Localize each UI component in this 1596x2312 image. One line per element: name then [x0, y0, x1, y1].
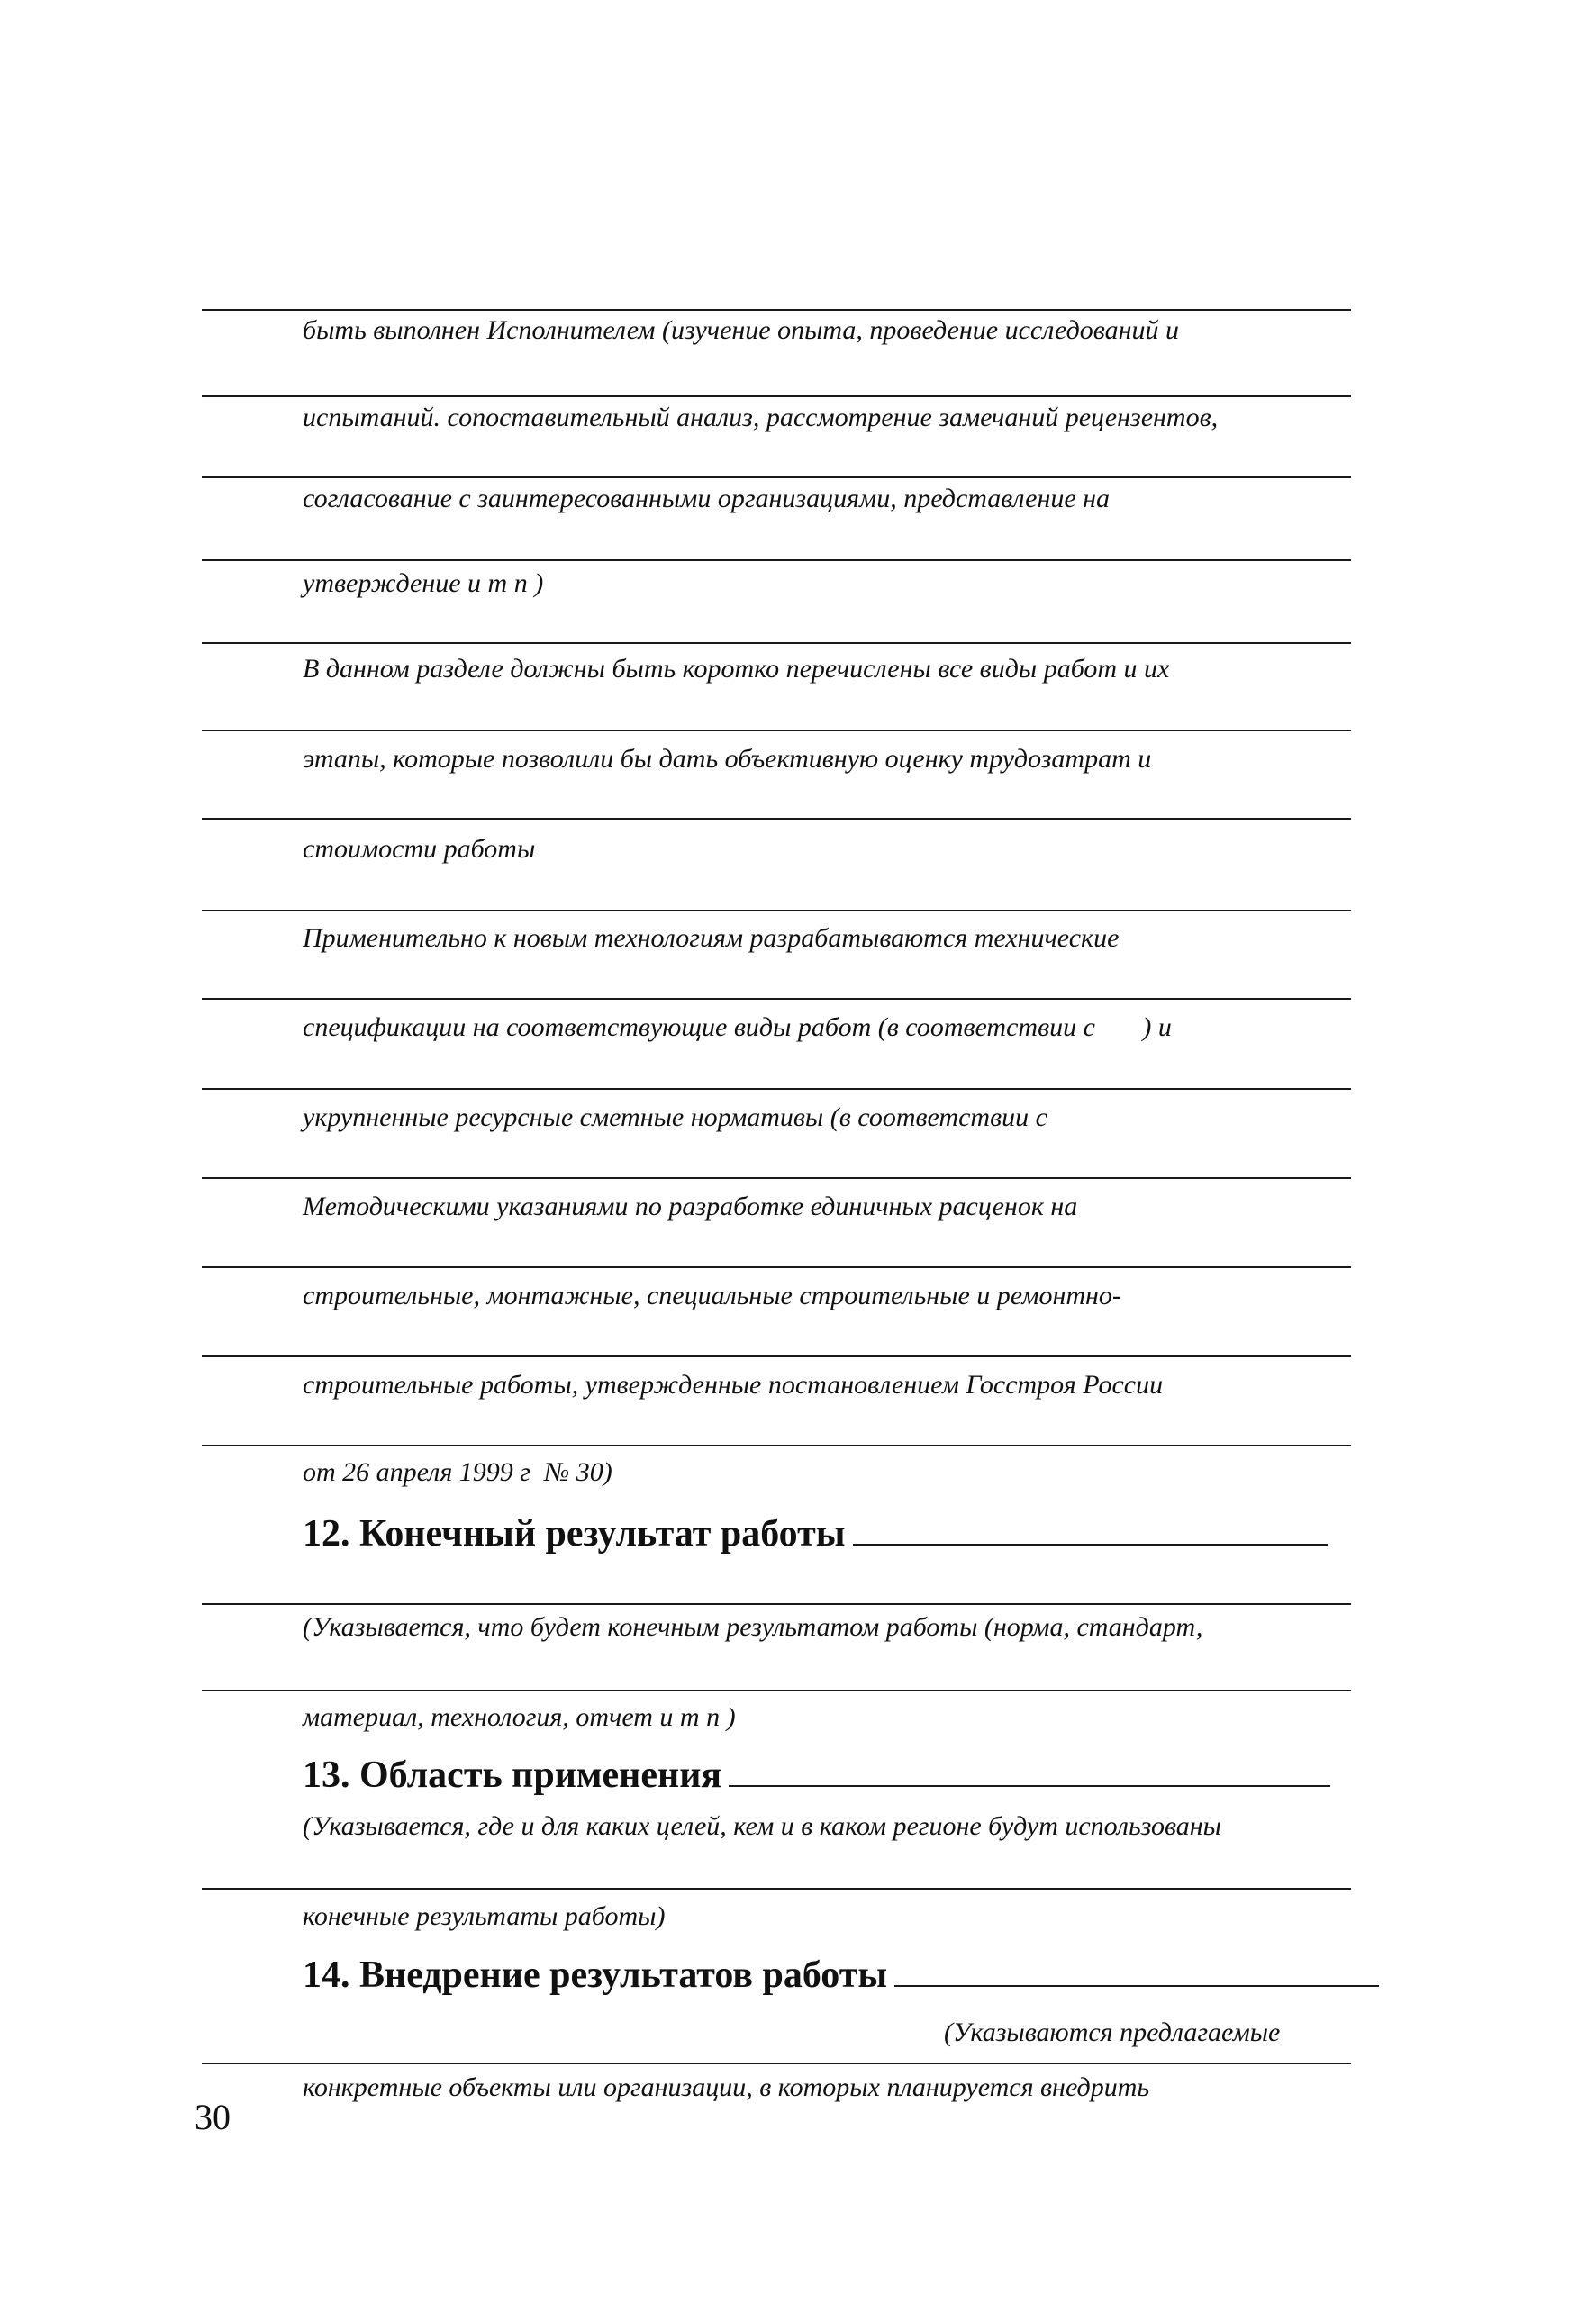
text-line: спецификации на соответствующие виды работ (в соответствии с ) и [303, 1012, 1172, 1042]
rule-line [202, 1177, 1351, 1179]
rule-line [202, 309, 1351, 311]
text-line: Применительно к новым технологиям разрабатываются технические [303, 923, 1120, 953]
section-12-heading [303, 1515, 1328, 1553]
section-13-note: (Указывается, где и для каких целей, кем и в каком регионе будут использованы [303, 1811, 1221, 1841]
text-line: Методическими указаниями по разработке единичных расценок на [303, 1192, 1078, 1221]
section-14-title: 14. Внедрение результатов работы [303, 1954, 888, 1996]
section-13-blank [729, 1784, 1330, 1787]
rule-line [202, 395, 1351, 397]
text-line: укрупненные ресурсные сметные нормативы (в соответствии с [303, 1102, 1047, 1132]
section-12-blank [853, 1543, 1328, 1546]
rule-line [202, 1888, 1351, 1890]
text-line: строительные работы, утвержденные постановлением Госстроя России [303, 1370, 1164, 1400]
section-12-note: (Указывается, что будет конечным результатом работы (норма, стандарт, [303, 1612, 1203, 1642]
section-12-note: материал, технология, отчет и т п ) [303, 1702, 736, 1732]
section-14-heading [303, 1956, 1379, 1994]
page-number: 30 [195, 2097, 231, 2137]
section-14-blank [894, 1984, 1379, 1987]
section-13-heading [303, 1756, 1330, 1794]
rule-line [202, 1088, 1351, 1090]
rule-line [202, 642, 1351, 644]
section-12-title: 12. Конечный результат работы [303, 1513, 846, 1555]
text-line: В данном разделе должны быть коротко перечислены все виды работ и их [303, 654, 1170, 684]
text-line: строительные, монтажные, специальные строительные и ремонтно- [303, 1281, 1121, 1310]
section-14-note: конкретные объекты или организации, в которых планируется внедрить [303, 2072, 1150, 2102]
rule-line [202, 1266, 1351, 1268]
text-line: согласование с заинтересованными организациями, представление на [303, 484, 1111, 513]
rule-line [202, 910, 1351, 911]
rule-line [202, 818, 1351, 820]
rule-line [202, 1690, 1351, 1691]
rule-line [202, 998, 1351, 1000]
rule-line [202, 730, 1351, 731]
section-13-title: 13. Область применения [303, 1754, 722, 1796]
text-line: утверждение и т п ) [303, 568, 544, 598]
section-14-note: (Указываются предлагаемые [944, 2017, 1281, 2047]
rule-line [202, 1603, 1351, 1605]
text-line: этапы, которые позволили бы дать объективную оценку трудозатрат и [303, 744, 1152, 774]
text-line: стоимости работы [303, 834, 536, 864]
section-13-note: конечные результаты работы) [303, 1901, 666, 1931]
text-line: от 26 апреля 1999 г № 30) [303, 1457, 612, 1487]
rule-line [202, 1355, 1351, 1357]
rule-line [202, 559, 1351, 561]
text-line: быть выполнен Исполнителем (изучение опыта, проведение исследований и [303, 315, 1179, 345]
rule-line [202, 2063, 1351, 2064]
rule-line [202, 476, 1351, 478]
text-line: испытаний. сопоставительный анализ, рассмотрение замечаний рецензентов, [303, 403, 1219, 432]
rule-line [202, 1445, 1351, 1446]
